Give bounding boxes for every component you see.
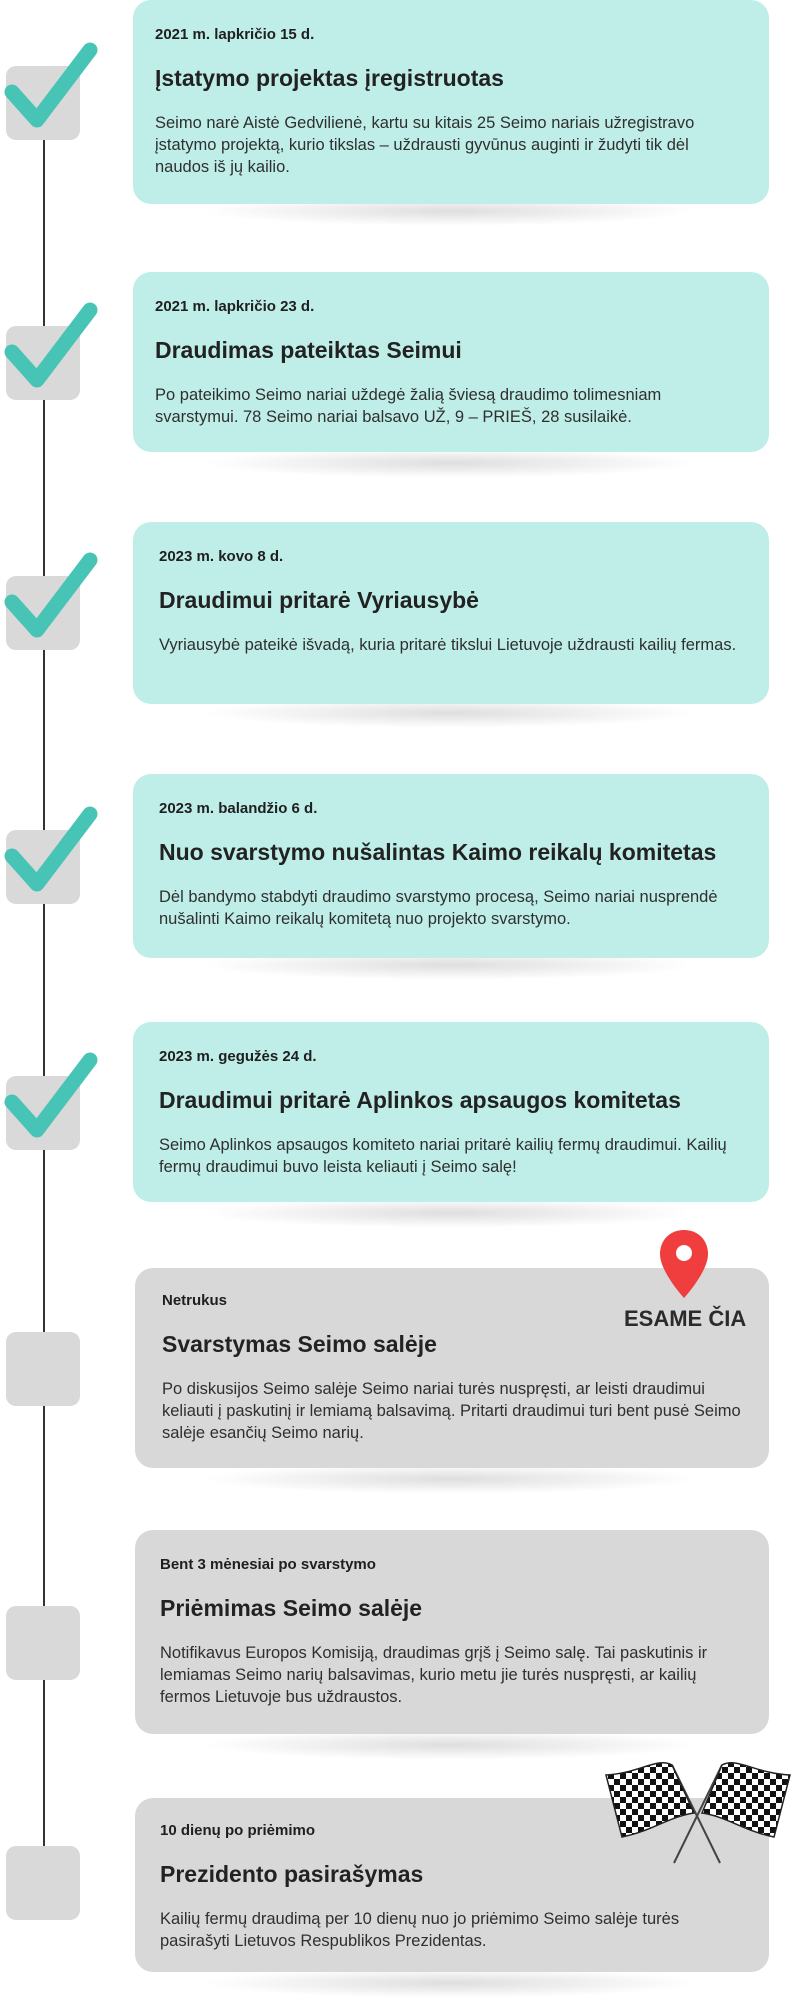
check-icon (2, 1052, 102, 1142)
milestone-title: Draudimas pateiktas Seimui (155, 337, 462, 363)
milestone-title: Prezidento pasirašymas (160, 1861, 424, 1887)
milestone-date: 2023 m. balandžio 6 d. (159, 800, 318, 817)
milestone-card (133, 522, 769, 704)
check-icon (2, 806, 102, 896)
current-location-label: ESAME ČIA (624, 1306, 747, 1331)
card-shadow (200, 1198, 700, 1228)
milestone-date: Bent 3 mėnesiai po svarstymo (160, 1556, 376, 1573)
milestone-body: Seimo Aplinkos apsaugos komiteto nariai pritarė kailių fermų draudimui. Kailių fermų draudimui buvo leista keliauti į Seimo salę! (159, 1136, 727, 1176)
milestone-card (133, 1022, 769, 1202)
milestone-title: Įstatymo projektas įregistruotas (155, 65, 504, 91)
milestone-body: Kailių fermų draudimą per 10 dienų nuo jo priėmimo Seimo salėje turės pasirašyti Lietuvos Respublikos Prezidentas. (160, 1910, 680, 1950)
milestone-body: Notifikavus Europos Komisiją, draudimas grįš į Seimo salę. Tai paskutinis ir lemiamas Seimo narių balsavimas, kurio metu jie turės nuspręsti, ar kailių fermos Lietuvoje bus uždraustos. (160, 1644, 708, 1706)
milestone-title: Priėmimas Seimo salėje (160, 1595, 423, 1621)
milestone-title: Svarstymas Seimo salėje (162, 1331, 437, 1357)
milestone-title: Draudimui pritarė Aplinkos apsaugos komitetas (159, 1087, 681, 1113)
location-pin-icon (658, 1228, 710, 1300)
milestone-body: Seimo narė Aistė Gedvilienė, kartu su kitais 25 Seimo nariais užregistravo įstatymo projektą, kurio tikslas – uždrausti gyvūnus auginti ir žudyti tik dėl naudos iš jų kailio. (155, 114, 695, 176)
milestone-body: Po pateikimo Seimo nariai uždegė žalią šviesą draudimo tolimesniam svarstymui. 78 Seimo nariai balsavo UŽ, 9 – PRIEŠ, 28 susilaikė. (155, 386, 662, 426)
checkered-flags-icon (602, 1755, 794, 1865)
step-box-6 (6, 1332, 80, 1406)
milestone-body: Dėl bandymo stabdyti draudimo svarstymo procesą, Seimo nariai nusprendė nušalinti Kaimo reikalų komitetą nuo projekto svarstymo. (159, 888, 718, 928)
check-icon (2, 552, 102, 642)
milestone-card (133, 0, 769, 204)
card-shadow (200, 1464, 700, 1494)
milestone-body: Vyriausybė pateikė išvadą, kuria pritarė tikslui Lietuvoje uždrausti kailių fermas. (159, 636, 737, 654)
milestone-title: Draudimui pritarė Vyriausybė (159, 587, 479, 613)
card-shadow (200, 1968, 700, 1998)
milestone-title: Nuo svarstymo nušalintas Kaimo reikalų komitetas (159, 839, 717, 865)
card-shadow (200, 448, 700, 478)
milestone-card (133, 272, 769, 452)
milestone-date: 10 dienų po priėmimo (160, 1822, 316, 1839)
step-box-7 (6, 1606, 80, 1680)
milestone-card (135, 1530, 769, 1734)
milestone-body: Po diskusijos Seimo salėje Seimo nariai turės nuspręsti, ar leisti draudimui keliauti į paskutinį ir lemiamą balsavimą. Pritarti draudimui turi bent pusė Seimo salėje esančių Seimo narių. (162, 1380, 741, 1442)
milestone-date: 2023 m. gegužės 24 d. (159, 1048, 317, 1065)
step-box-8 (6, 1846, 80, 1920)
milestone-date: 2023 m. kovo 8 d. (159, 548, 284, 565)
check-icon (2, 42, 102, 132)
milestone-card (133, 774, 769, 958)
milestone-date: 2021 m. lapkričio 23 d. (155, 298, 315, 315)
milestone-date: 2021 m. lapkričio 15 d. (155, 26, 315, 43)
check-icon (2, 302, 102, 392)
milestone-date: Netrukus (162, 1292, 228, 1309)
